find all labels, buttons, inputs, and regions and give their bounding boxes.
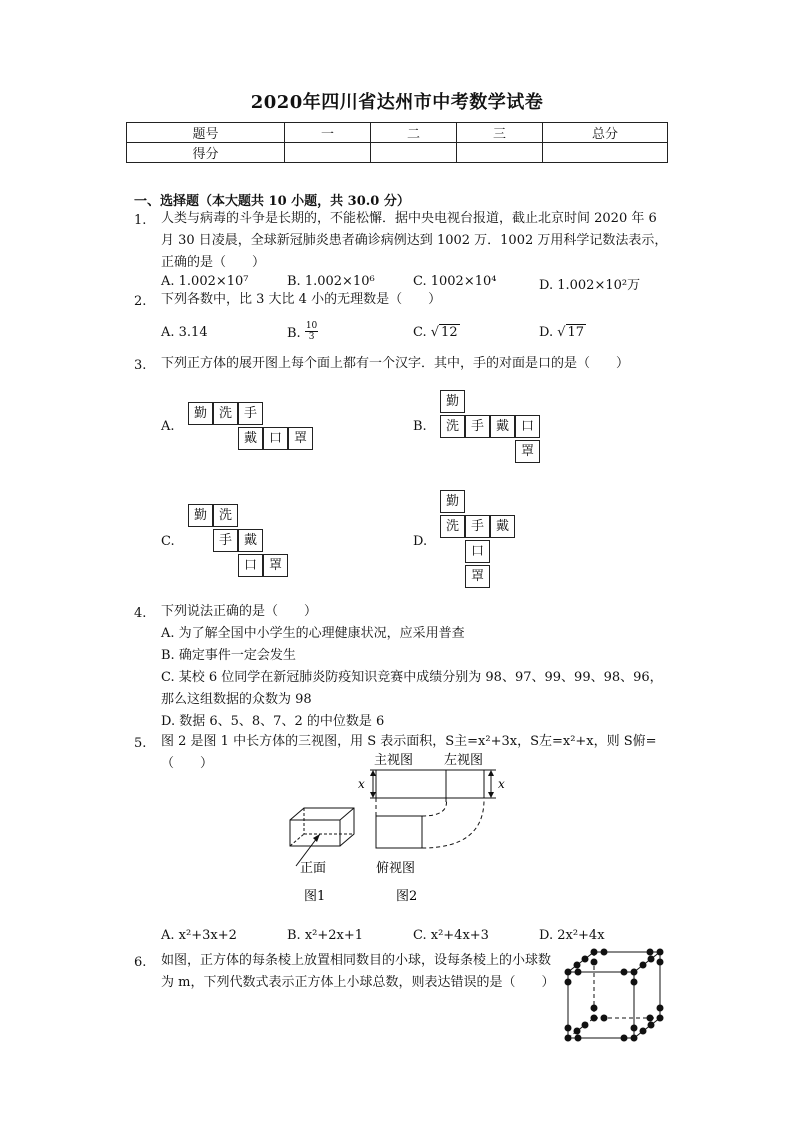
radicand: 12 bbox=[441, 325, 458, 340]
net-face: 罩 bbox=[465, 565, 490, 588]
three-views-figure bbox=[280, 748, 520, 908]
question-number: 1. bbox=[134, 213, 147, 228]
score-header-cell: 题号 bbox=[127, 123, 285, 143]
option-d: D. √ 17 bbox=[539, 325, 585, 340]
option-a: A. 为了解全国中小学生的心理健康状况，应采用普查 bbox=[161, 626, 465, 641]
score-header-cell: 二 bbox=[371, 123, 457, 143]
score-header-cell: 一 bbox=[285, 123, 371, 143]
dim-x-label: x bbox=[498, 777, 505, 791]
front-label: 正面 bbox=[300, 861, 327, 876]
option-c-label: C. bbox=[413, 325, 427, 340]
option-b-label: B. bbox=[287, 326, 301, 341]
left-view-rect bbox=[446, 770, 484, 798]
question-number: 2. bbox=[134, 294, 147, 309]
radicand: 17 bbox=[567, 325, 585, 340]
net-face: 口 bbox=[465, 540, 490, 563]
option-b: B. x²+2x+1 bbox=[287, 928, 364, 943]
option-c: C. x²+4x+3 bbox=[413, 928, 489, 943]
box-front-face bbox=[290, 820, 340, 846]
net-b-label: B. bbox=[413, 419, 427, 434]
net-face: 勤 bbox=[440, 490, 465, 513]
projection-arc bbox=[422, 798, 484, 848]
net-a-label: A. bbox=[161, 419, 175, 434]
option-a: A. x²+3x+2 bbox=[161, 928, 237, 943]
net-face: 口 bbox=[238, 554, 263, 577]
net-face: 戴 bbox=[238, 529, 263, 552]
question-text: 如图，正方体的每条棱上放置相同数目的小球，设每条棱上的小球数为 m，下列代数式表示正方体上小球总数，则表达错误的是（ ） bbox=[161, 953, 555, 990]
question-number: 6. bbox=[134, 955, 147, 970]
score-row-label: 得分 bbox=[127, 143, 285, 163]
top-view-rect bbox=[376, 816, 422, 848]
fraction-denominator: 3 bbox=[308, 332, 315, 342]
option-b: B. 1.002×10⁶ bbox=[287, 274, 375, 289]
option-d: D. 2x²+4x bbox=[539, 928, 605, 943]
section-heading: 一、选择题（本大题共 10 小题，共 30.0 分） bbox=[134, 194, 410, 209]
score-cell bbox=[371, 143, 457, 163]
option-b: B. 确定事件一定会发生 bbox=[161, 648, 296, 663]
net-face: 洗 bbox=[213, 504, 238, 527]
projection-arc bbox=[422, 798, 447, 816]
option-c: C. √ 12 bbox=[413, 325, 458, 340]
net-face: 罩 bbox=[263, 554, 288, 577]
page-title: 2020年四川省达州市中考数学试卷 bbox=[250, 92, 544, 113]
option-d-label: D. bbox=[539, 325, 554, 340]
score-cell bbox=[457, 143, 543, 163]
net-face: 口 bbox=[515, 415, 540, 438]
net-face: 洗 bbox=[213, 402, 238, 425]
option-a: A. 1.002×10⁷ bbox=[161, 274, 249, 289]
net-face: 戴 bbox=[238, 427, 263, 450]
score-cell bbox=[543, 143, 668, 163]
option-c: C. 1002×10⁴ bbox=[413, 274, 497, 289]
net-face: 口 bbox=[263, 427, 288, 450]
net-face: 罩 bbox=[515, 440, 540, 463]
net-face: 洗 bbox=[440, 515, 465, 538]
net-face: 手 bbox=[213, 529, 238, 552]
fraction-numerator: 10 bbox=[305, 321, 318, 331]
question-text: 下列各数中，比 3 大比 4 小的无理数是（ ） bbox=[161, 292, 442, 307]
cube-with-balls-figure bbox=[560, 944, 670, 1044]
question-number: 3. bbox=[134, 358, 147, 373]
question-text: 下列正方体的展开图上每个面上都有一个汉字．其中，手的对面是口的是（ ） bbox=[161, 356, 630, 371]
option-a: A. 3.14 bbox=[161, 325, 208, 340]
question-number: 4. bbox=[134, 606, 147, 621]
net-face: 勤 bbox=[188, 504, 213, 527]
question-text: 图 2 是图 1 中长方体的三视图，用 S 表示面积，S主=x²+3x，S左=x²+x，则 S俯=（ ） bbox=[161, 734, 657, 771]
net-face: 罩 bbox=[288, 427, 313, 450]
top-view-label: 俯视图 bbox=[376, 861, 416, 876]
question-number: 5. bbox=[134, 736, 147, 751]
net-face: 戴 bbox=[490, 515, 515, 538]
option-c: C. 某校 6 位同学在新冠肺炎防疫知识竞赛中成绩分别为 98、97、99、99、98、96，那么这组数据的众数为 98 bbox=[161, 670, 663, 707]
left-view-label: 左视图 bbox=[444, 753, 484, 768]
net-face: 洗 bbox=[440, 415, 465, 438]
net-face: 勤 bbox=[440, 390, 465, 413]
option-d: D. 1.002×10²万 bbox=[539, 278, 641, 293]
net-face: 手 bbox=[238, 402, 263, 425]
score-header-cell: 总分 bbox=[543, 123, 668, 143]
balls bbox=[565, 949, 664, 1042]
score-header-cell: 三 bbox=[457, 123, 543, 143]
score-table bbox=[126, 122, 668, 163]
front-view-label: 主视图 bbox=[374, 753, 414, 768]
front-view-rect bbox=[376, 770, 446, 798]
net-face: 戴 bbox=[490, 415, 515, 438]
option-d: D. 数据 6、5、8、7、2 的中位数是 6 bbox=[161, 714, 385, 729]
net-c-label: C. bbox=[161, 534, 175, 549]
net-face: 勤 bbox=[188, 402, 213, 425]
question-text: 下列说法正确的是（ ） bbox=[161, 604, 318, 619]
fraction bbox=[305, 321, 318, 342]
net-face: 手 bbox=[465, 415, 490, 438]
dim-x-label: x bbox=[358, 777, 365, 791]
fig1-caption: 图1 bbox=[304, 889, 326, 904]
question-text: 人类与病毒的斗争是长期的，不能松懈．据中央电视台报道，截止北京时间 2020 年 6 月 30 日凌晨，全球新冠肺炎患者确诊病例达到 1002 万．1002 万用科学记数法表示，正确的是（ ） bbox=[161, 211, 668, 270]
options-row bbox=[161, 322, 681, 348]
net-face: 手 bbox=[465, 515, 490, 538]
net-d-label: D. bbox=[413, 534, 428, 549]
fig2-caption: 图2 bbox=[396, 889, 418, 904]
option-b bbox=[287, 321, 318, 342]
score-cell bbox=[285, 143, 371, 163]
